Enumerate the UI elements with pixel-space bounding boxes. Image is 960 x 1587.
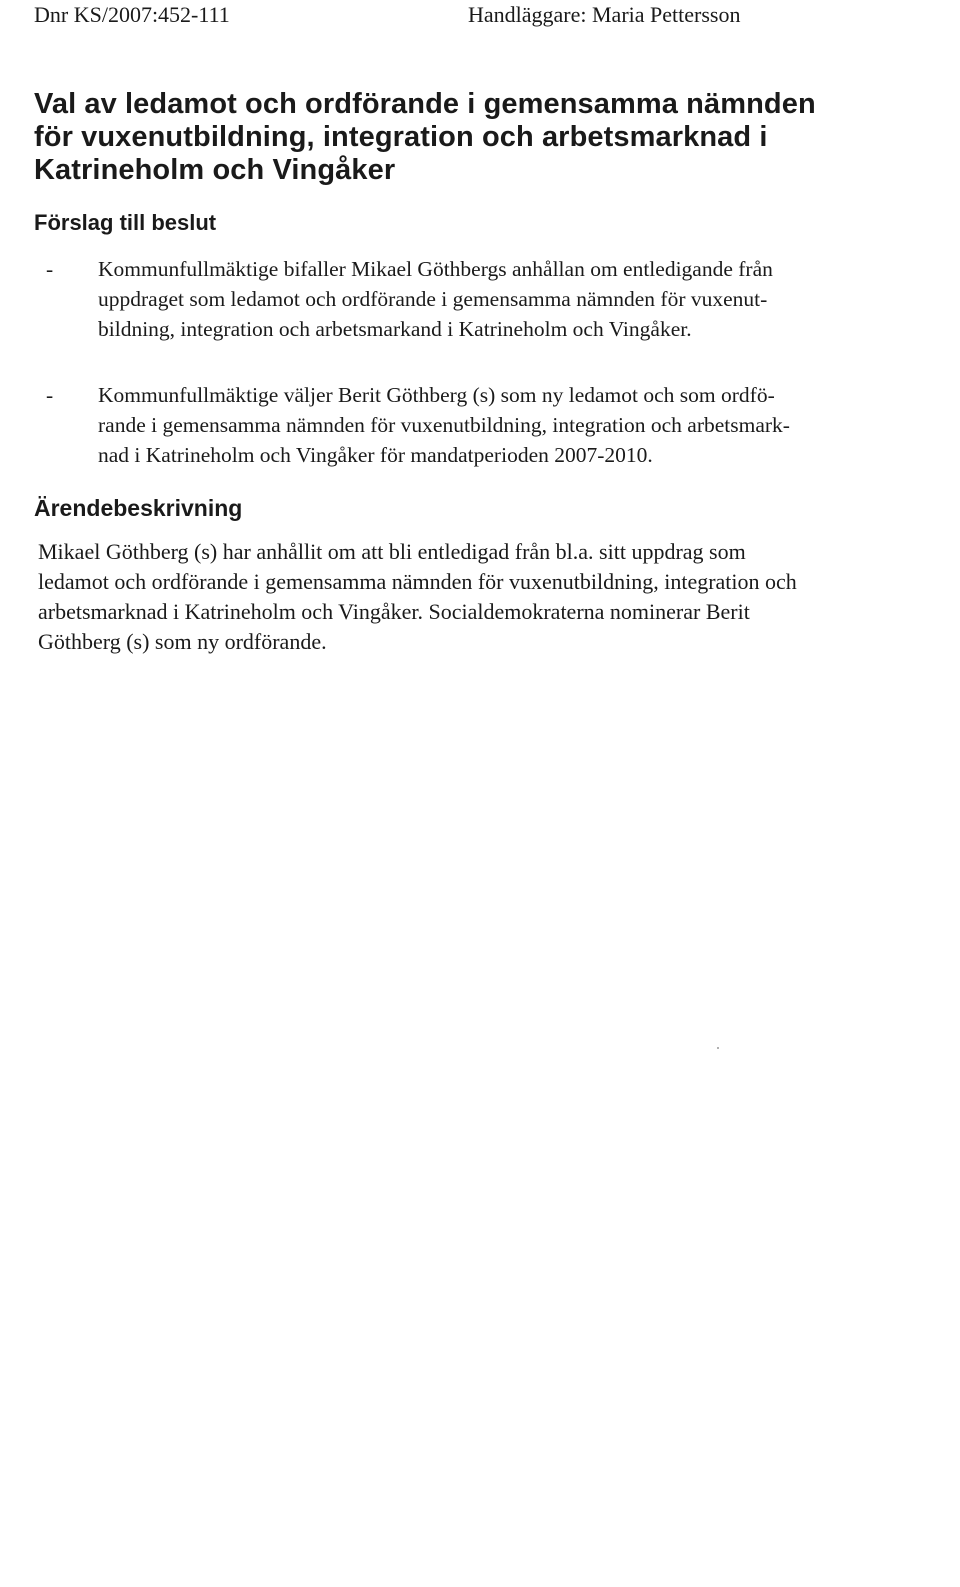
- text-line: bildning, integration och arbetsmarkand i Katrineholm och Vingåker.: [98, 317, 692, 341]
- decision-text: [98, 254, 930, 344]
- title-line: för vuxenutbildning, integration och arbetsmarknad i: [34, 121, 768, 153]
- list-dash: -: [46, 257, 54, 281]
- text-line: Göthberg (s) som ny ordförande.: [38, 629, 327, 654]
- text-line: uppdraget som ledamot och ordförande i gemensamma nämnden för vuxenut-: [98, 287, 768, 311]
- text-line: rande i gemensamma nämnden för vuxenutbildning, integration och arbetsmark-: [98, 413, 790, 437]
- section-heading-forslag: Förslag till beslut: [34, 210, 217, 235]
- decision-item: [34, 380, 934, 475]
- list-dash: -: [46, 383, 54, 407]
- case-description: [38, 537, 934, 657]
- text-line: Kommunfullmäktige väljer Berit Göthberg (s) som ny ledamot och som ordfö-: [98, 383, 775, 407]
- document-title: [34, 88, 934, 187]
- diary-number: Dnr KS/2007:452-111: [34, 2, 230, 27]
- title-line: Katrineholm och Vingåker: [34, 154, 396, 186]
- text-line: Kommunfullmäktige bifaller Mikael Göthbergs anhållan om entledigande från: [98, 257, 773, 281]
- scan-speck: [717, 1047, 719, 1049]
- text-line: ledamot och ordförande i gemensamma nämnden för vuxenutbildning, integration och: [38, 569, 797, 594]
- text-line: Mikael Göthberg (s) har anhållit om att bli entledigad från bl.a. sitt uppdrag som: [38, 539, 746, 564]
- decision-item: [34, 254, 934, 349]
- text-line: nad i Katrineholm och Vingåker för mandatperioden 2007-2010.: [98, 443, 653, 467]
- decision-text: [98, 380, 930, 470]
- title-line: Val av ledamot och ordförande i gemensamma nämnden: [34, 88, 816, 120]
- case-officer: Handläggare: Maria Pettersson: [468, 2, 741, 27]
- section-heading-arendebeskrivning: Ärendebeskrivning: [34, 495, 243, 521]
- text-line: arbetsmarknad i Katrineholm och Vingåker. Socialdemokraterna nominerar Berit: [38, 599, 750, 624]
- document-header: [34, 2, 934, 32]
